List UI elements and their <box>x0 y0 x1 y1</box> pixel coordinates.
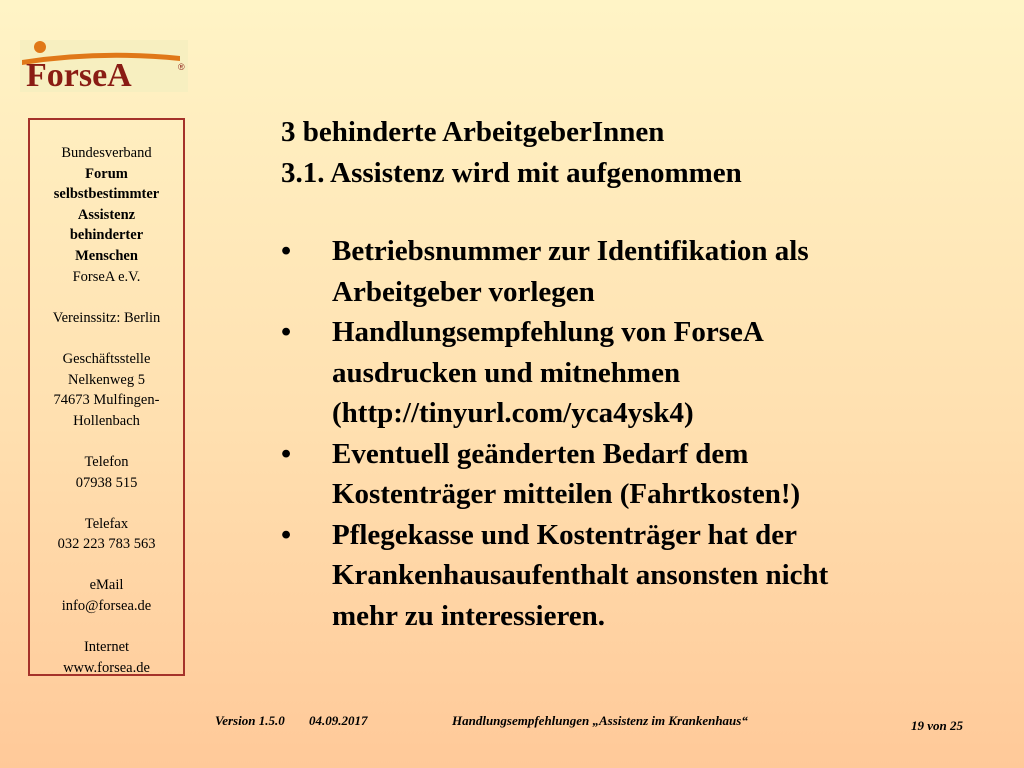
sidebar-line: selbstbestimmter <box>53 186 160 203</box>
sidebar-spacer <box>30 617 183 638</box>
footer-page-number: 19 von 25 <box>911 718 963 733</box>
sidebar-line: behinderter <box>69 227 144 244</box>
footer-date: 04.09.2017 <box>309 713 368 728</box>
sidebar-line: Nelkenweg 5 <box>68 371 145 388</box>
sidebar-line: Menschen <box>75 247 138 264</box>
slide-content <box>281 112 981 636</box>
sidebar-line: Hollenbach <box>73 412 140 429</box>
forsea-logo <box>20 40 188 92</box>
sidebar-line: 032 223 783 563 <box>57 536 156 553</box>
bullet-text-line: mehr zu interessieren. <box>332 599 606 632</box>
sidebar-line: Telefax <box>84 515 129 532</box>
bullet-list <box>281 231 981 636</box>
bullet-text-line: Betriebsnummer zur Identifikation als <box>332 235 809 267</box>
sidebar-line: Telefon <box>84 453 129 470</box>
slide-heading: 3 behinderte ArbeitgeberInnen <box>281 116 665 148</box>
sidebar-line: 07938 515 <box>75 474 138 491</box>
sidebar-spacer <box>30 431 183 452</box>
bullet-text-line: Handlungsempfehlung von ForseA <box>332 316 764 348</box>
bullet-text-line: Arbeitgeber vorlegen <box>332 275 595 308</box>
bullet-item <box>281 434 981 515</box>
sidebar-line: ForseA e.V. <box>72 268 141 285</box>
sidebar-line: info@forsea.de <box>61 598 152 615</box>
bullet-text-line: (http://tinyurl.com/yca4ysk4) <box>332 397 694 429</box>
logo-head-icon <box>34 41 46 53</box>
contact-sidebar <box>28 118 185 676</box>
bullet-text-line: ausdrucken und mitnehmen <box>332 356 681 389</box>
bullet-text-line: Eventuell geänderten Bedarf dem <box>332 437 749 470</box>
sidebar-spacer <box>30 493 183 514</box>
bullet-dot-icon: • <box>281 518 292 551</box>
sidebar-line: Assistenz <box>77 206 136 223</box>
sidebar-line: Geschäftsstelle <box>62 350 151 367</box>
sidebar-line: Internet <box>83 639 130 656</box>
bullet-dot-icon: • <box>281 437 292 470</box>
bullet-item <box>281 515 981 637</box>
bullet-dot-icon: • <box>281 235 292 267</box>
sidebar-line: eMail <box>89 577 124 594</box>
sidebar-spacer <box>30 328 183 349</box>
sidebar-spacer <box>30 287 183 308</box>
bullet-item <box>281 231 981 312</box>
sidebar-line: Bundesverband <box>61 145 152 161</box>
slide-subheading: 3.1. Assistenz wird mit aufgenommen <box>281 156 742 189</box>
bullet-text-line: Pflegekasse und Kostenträger hat der <box>332 518 798 551</box>
bullet-text-line: Krankenhausaufenthalt ansonsten nicht <box>332 559 829 591</box>
bullet-text-line: Kostenträger mitteilen (Fahrtkosten!) <box>332 478 801 510</box>
bullet-dot-icon: • <box>281 316 292 348</box>
footer-title: Handlungsempfehlungen „Assistenz im Krankenhaus“ <box>452 713 748 728</box>
sidebar-spacer <box>30 555 183 576</box>
bullet-item <box>281 312 981 434</box>
sidebar-line: Forum <box>85 165 128 182</box>
logo-registered-mark: ® <box>178 62 185 72</box>
footer-version: Version 1.5.0 <box>215 713 285 728</box>
sidebar-line: Vereinssitz: Berlin <box>52 309 161 326</box>
sidebar-line: www.forsea.de <box>63 659 150 676</box>
logo-text: ForseA <box>26 57 132 92</box>
sidebar-line: 74673 Mulfingen- <box>53 392 160 409</box>
